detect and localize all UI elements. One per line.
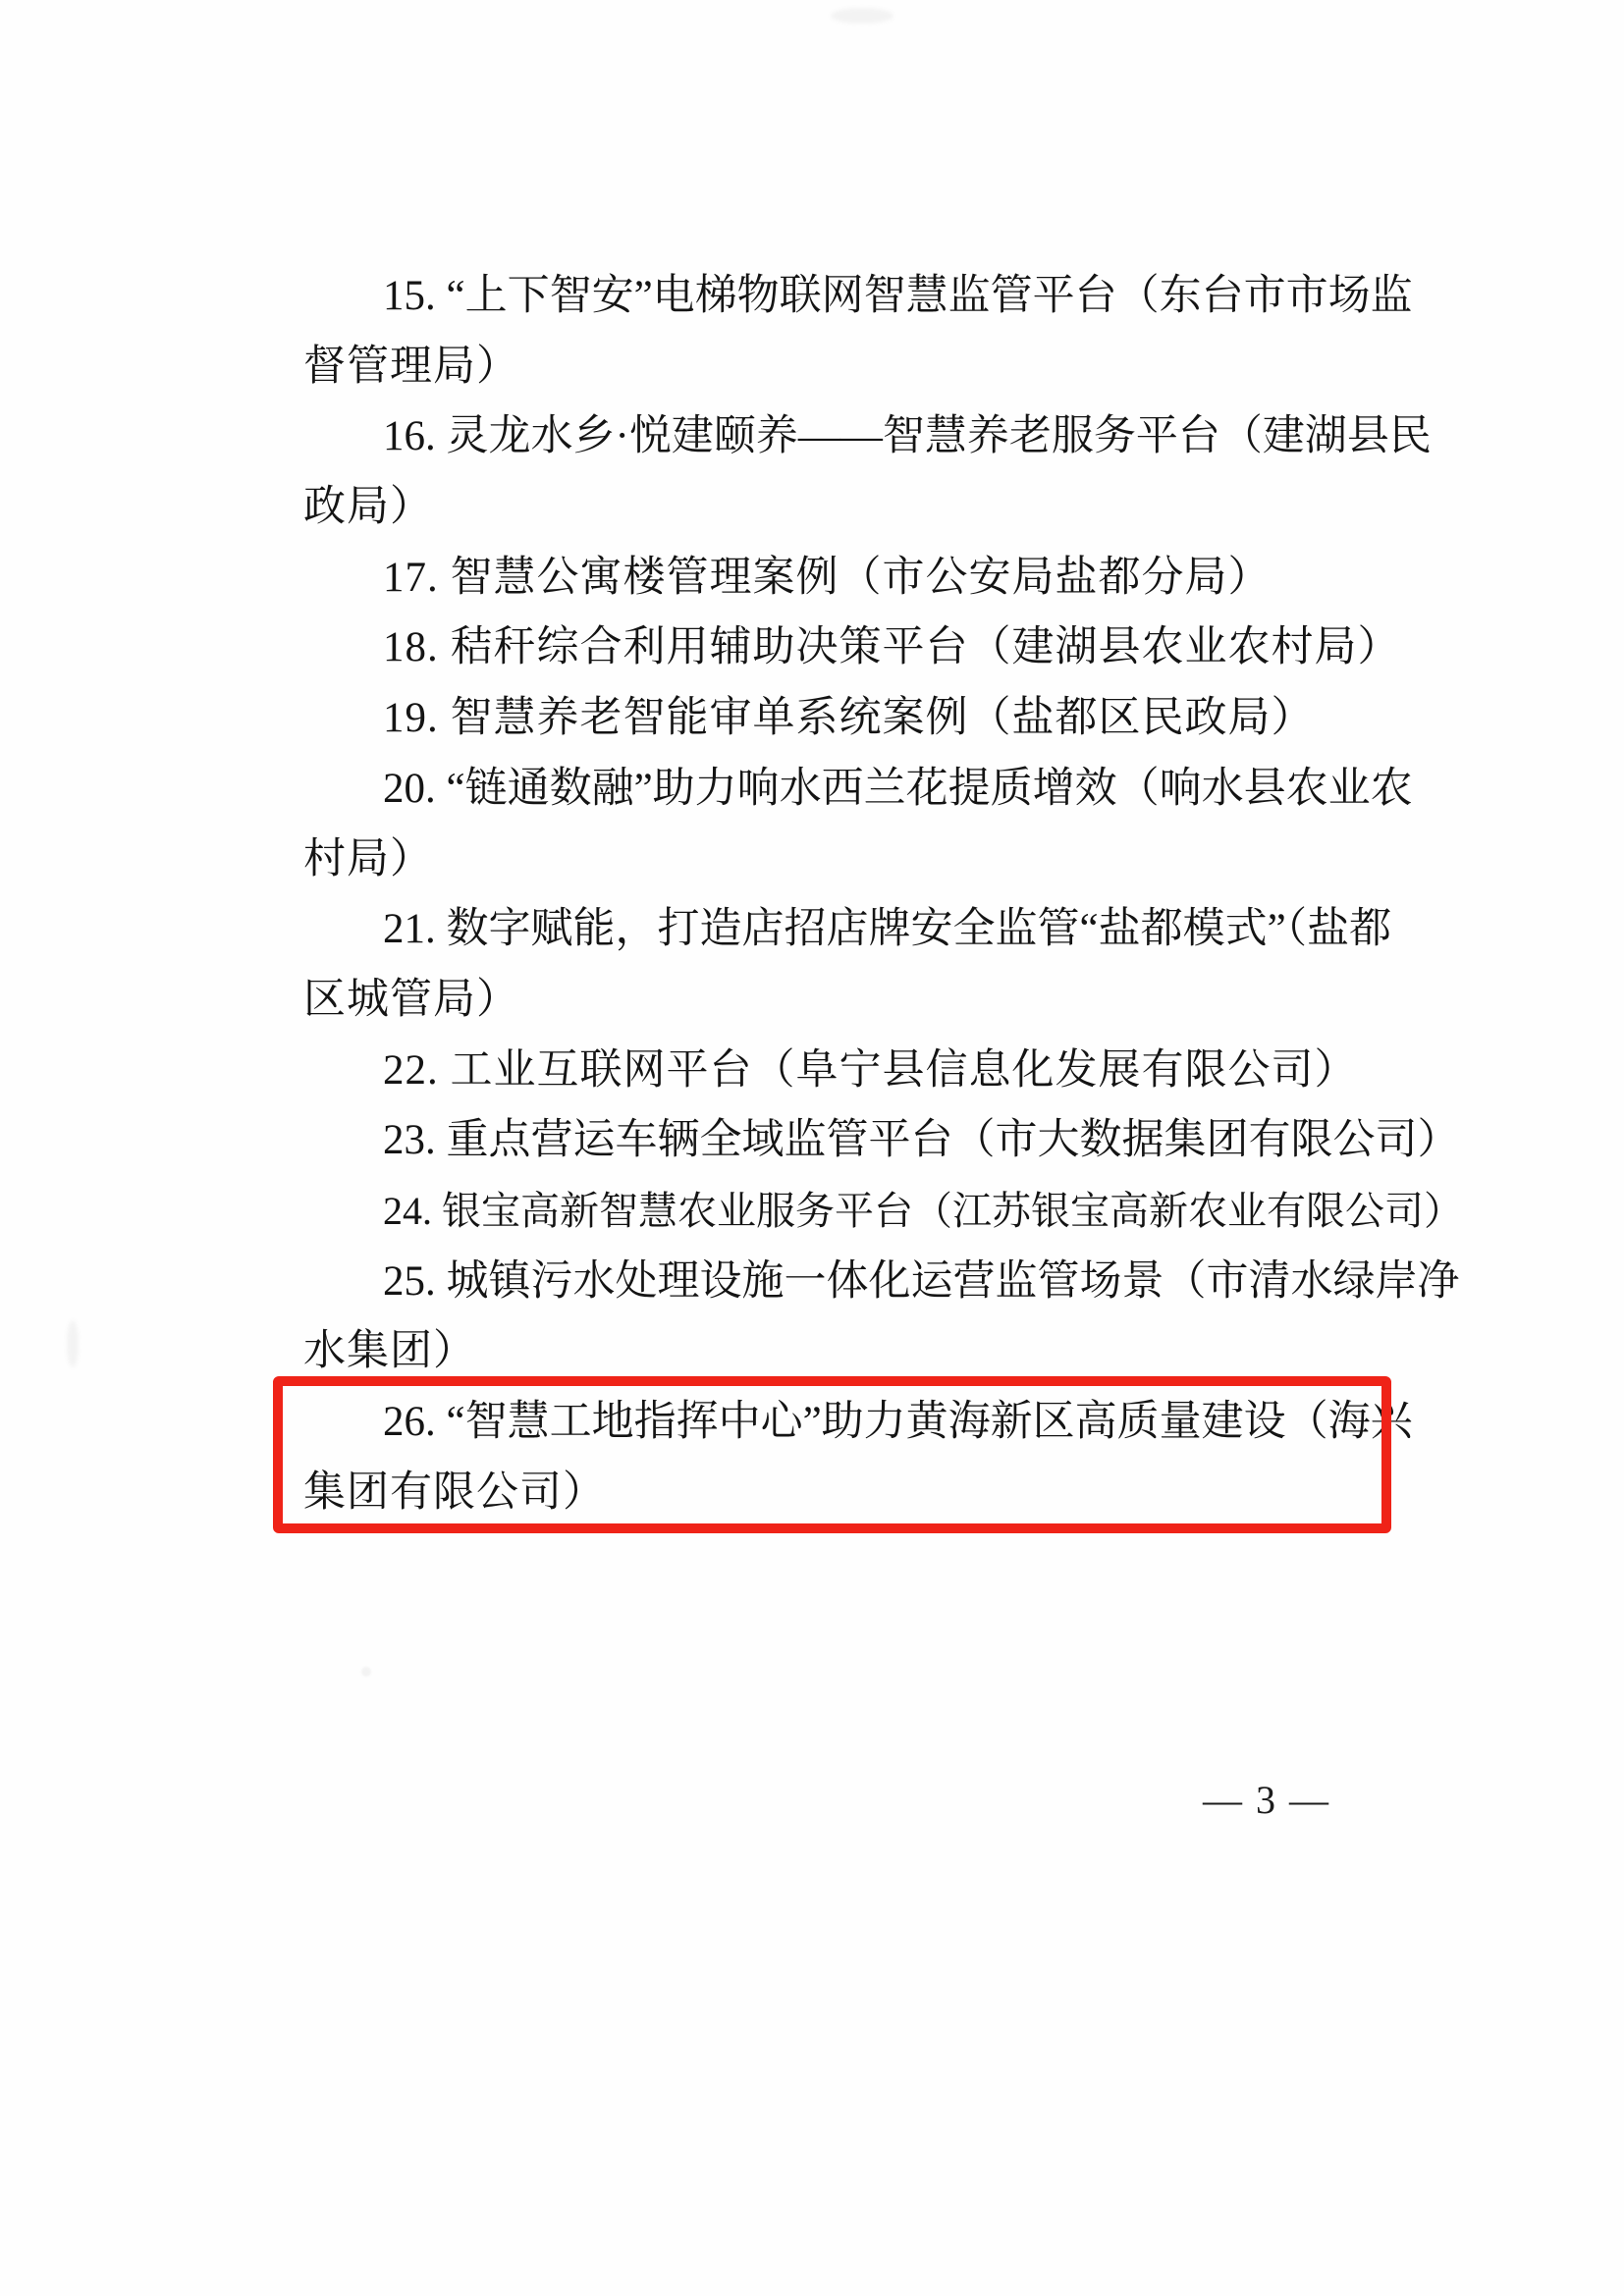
page-number: — 3 — <box>1203 1778 1330 1822</box>
item-18: 18. 秸秆综合利用辅助决策平台（建湖县农业农村局） <box>383 624 1401 671</box>
item-17: 17. 智慧公寓楼管理案例（市公安局盐都分局） <box>383 554 1272 601</box>
item-23: 23. 重点营运车辆全域监管平台（市大数据集团有限公司） <box>383 1117 1460 1164</box>
item-16-line-2: 政局） <box>303 484 433 531</box>
scan-smudge <box>831 8 893 24</box>
item-22: 22. 工业互联网平台（阜宁县信息化发展有限公司） <box>383 1046 1358 1094</box>
item-19: 19. 智慧养老智能审单系统案例（盐都区民政局） <box>383 695 1315 742</box>
item-20-line-1: 20. “链通数融”助力响水西兰花提质增效（响水县农业农 <box>383 765 1413 812</box>
item-21-line-2: 区城管局） <box>303 976 519 1023</box>
item-26-line-1: 26. “智慧工地指挥中心”助力黄海新区高质量建设（海兴 <box>383 1399 1413 1445</box>
item-25-line-2: 水集团） <box>303 1328 476 1375</box>
item-15-line-1: 15. “上下智安”电梯物联网智慧监管平台（东台市市场监 <box>383 273 1413 319</box>
item-20-line-2: 村局） <box>303 835 433 882</box>
item-25-line-1: 25. 城镇污水处理设施一体化运营监管场景（市清水绿岸净 <box>383 1257 1460 1305</box>
item-21-line-1: 21. 数字赋能，打造店招店牌安全监管“盐都模式”（盐都 <box>383 906 1392 953</box>
item-15-line-2: 督管理局） <box>303 343 519 390</box>
scan-smudge <box>361 1667 371 1677</box>
item-16-line-1: 16. 灵龙水乡·悦建颐养——智慧养老服务平台（建湖县民 <box>383 413 1432 460</box>
item-24: 24. 银宝高新智慧农业服务平台（江苏银宝高新农业有限公司） <box>383 1188 1463 1233</box>
list-block <box>303 261 1463 1527</box>
item-26-line-2: 集团有限公司） <box>303 1468 606 1516</box>
scan-smudge <box>67 1320 79 1367</box>
